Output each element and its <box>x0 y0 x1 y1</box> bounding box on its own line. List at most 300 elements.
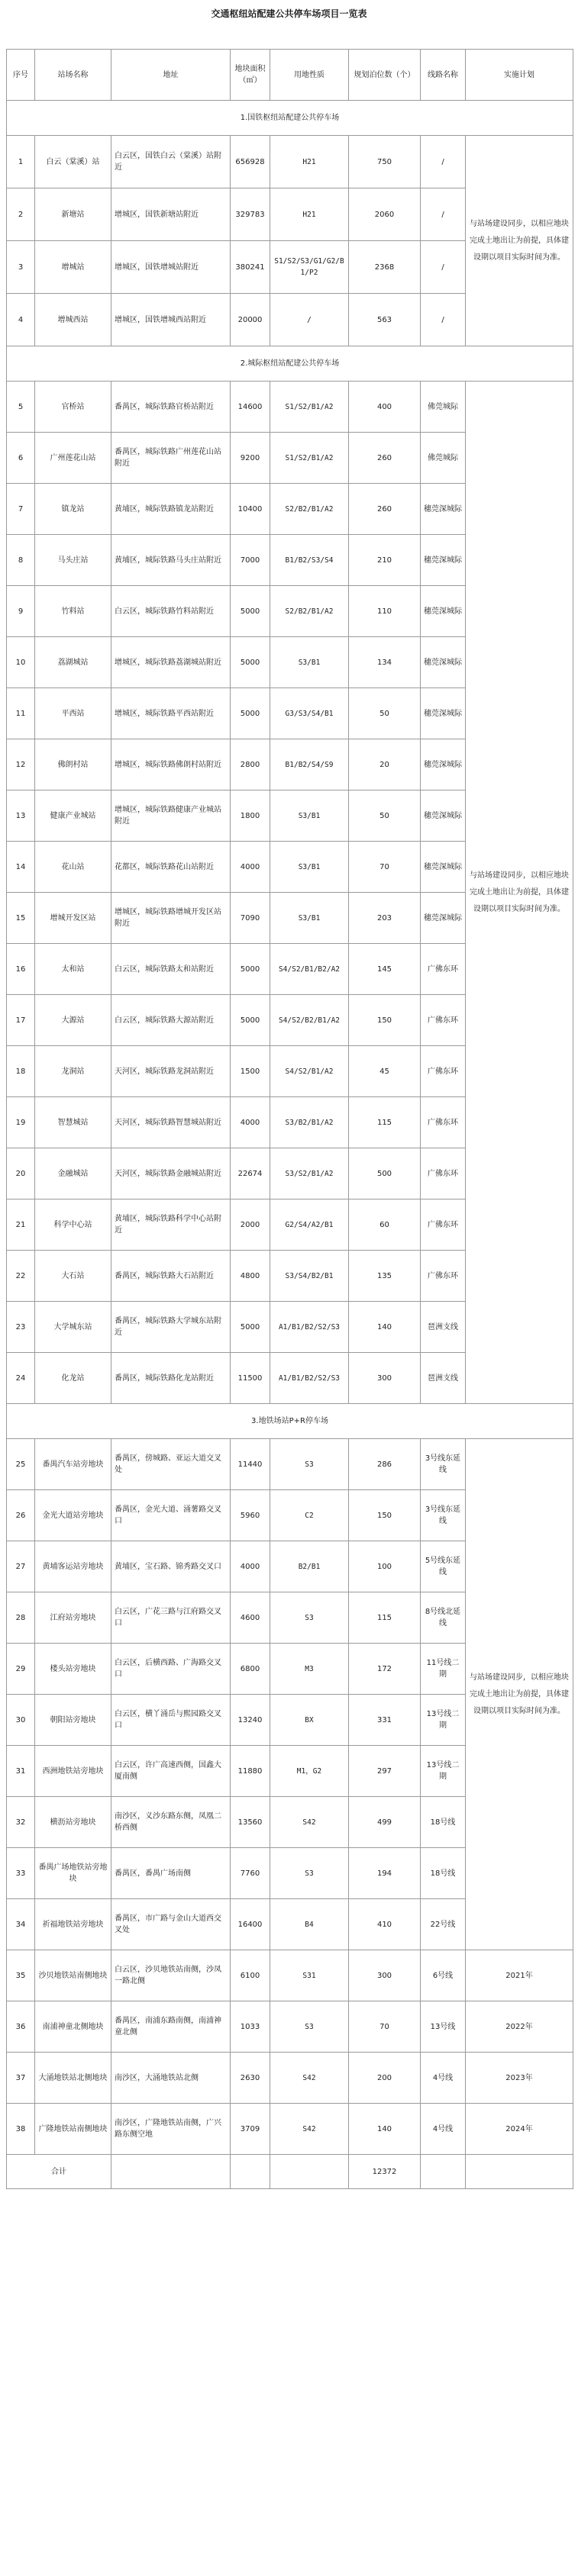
header-no: 序号 <box>7 50 35 101</box>
cell-station: 广隆地铁站南侧地块 <box>35 2104 111 2155</box>
total-spaces: 12372 <box>349 2155 421 2189</box>
cell-spaces: 135 <box>349 1251 421 1302</box>
table-row <box>7 1439 573 1490</box>
cell-address: 白云区，城际铁路大源站附近 <box>111 995 231 1046</box>
cell-spaces: 150 <box>349 995 421 1046</box>
cell-line: 11号线二期 <box>421 1644 466 1695</box>
cell-land-use: A1/B1/B2/S2/S3 <box>270 1353 349 1404</box>
cell-address: 番禺区，市广路与金山大道西交叉处 <box>111 1899 231 1950</box>
cell-station: 番禺广场地铁站旁地块 <box>35 1848 111 1899</box>
cell-area: 22674 <box>231 1148 270 1199</box>
cell-area: 5000 <box>231 637 270 688</box>
cell-station: 智慧城站 <box>35 1097 111 1148</box>
cell-address: 黄埔区，城际铁路科学中心站附近 <box>111 1199 231 1251</box>
table-row <box>7 136 573 188</box>
cell-line: 穗莞深城际 <box>421 791 466 842</box>
header-land: 用地性质 <box>270 50 349 101</box>
cell-area: 5000 <box>231 688 270 739</box>
cell-line: 广佛东环 <box>421 1046 466 1097</box>
cell-land-use: B1/B2/S3/S4 <box>270 535 349 586</box>
cell-line: 佛莞城际 <box>421 382 466 433</box>
cell-line: 8号线北延线 <box>421 1592 466 1644</box>
cell-no: 12 <box>7 739 35 791</box>
cell-spaces: 140 <box>349 2104 421 2155</box>
cell-area: 4000 <box>231 1541 270 1592</box>
cell-no: 15 <box>7 893 35 944</box>
cell-station: 金融城站 <box>35 1148 111 1199</box>
table-row <box>7 382 573 433</box>
cell-station: 朝阳站旁地块 <box>35 1695 111 1746</box>
cell-station: 龙洞站 <box>35 1046 111 1097</box>
cell-station: 横沥站旁地块 <box>35 1797 111 1848</box>
cell-empty <box>466 2155 573 2189</box>
cell-station: 增城开发区站 <box>35 893 111 944</box>
cell-spaces: 200 <box>349 2053 421 2104</box>
header-line: 线路名称 <box>421 50 466 101</box>
cell-spaces: 194 <box>349 1848 421 1899</box>
cell-area: 11440 <box>231 1439 270 1490</box>
cell-area: 380241 <box>231 241 270 294</box>
cell-spaces: 70 <box>349 842 421 893</box>
cell-station: 增城西站 <box>35 294 111 346</box>
cell-station: 官桥站 <box>35 382 111 433</box>
cell-no: 26 <box>7 1490 35 1541</box>
cell-spaces: 286 <box>349 1439 421 1490</box>
cell-address: 番禺区，城际铁路大石站附近 <box>111 1251 231 1302</box>
cell-line: 穗莞深城际 <box>421 484 466 535</box>
cell-no: 24 <box>7 1353 35 1404</box>
section-title: 3.地铁场站P+R停车场 <box>7 1404 573 1439</box>
cell-no: 19 <box>7 1097 35 1148</box>
cell-area: 6100 <box>231 1950 270 2001</box>
cell-land-use: H21 <box>270 188 349 241</box>
cell-spaces: 260 <box>349 433 421 484</box>
cell-station: 增城站 <box>35 241 111 294</box>
cell-address: 番禺区，南浦东路南侧，南浦神童北侧 <box>111 2001 231 2053</box>
group-intercity <box>7 382 573 1404</box>
cell-spaces: 203 <box>349 893 421 944</box>
cell-land-use: S3/B1 <box>270 842 349 893</box>
table-row <box>7 2001 573 2053</box>
cell-station: 大学城东站 <box>35 1302 111 1353</box>
cell-line: 13号线 <box>421 2001 466 2053</box>
cell-address: 黄埔区，城际铁路马头庄站附近 <box>111 535 231 586</box>
cell-address: 增城区，城际铁路增城开发区站附近 <box>111 893 231 944</box>
cell-no: 9 <box>7 586 35 637</box>
cell-no: 17 <box>7 995 35 1046</box>
cell-area: 7760 <box>231 1848 270 1899</box>
cell-address: 增城区，城际铁路健康产业城站附近 <box>111 791 231 842</box>
cell-station: 西洲地铁站旁地块 <box>35 1746 111 1797</box>
cell-land-use: S3 <box>270 1592 349 1644</box>
cell-no: 18 <box>7 1046 35 1097</box>
cell-area: 3709 <box>231 2104 270 2155</box>
cell-address: 白云区，沙贝地铁站南侧，沙凤一路北侧 <box>111 1950 231 2001</box>
cell-land-use: S4/S2/B2/B1/A2 <box>270 995 349 1046</box>
cell-line: 广佛东环 <box>421 995 466 1046</box>
cell-address: 番禺区，城际铁路官桥站附近 <box>111 382 231 433</box>
cell-area: 11880 <box>231 1746 270 1797</box>
cell-land-use: G3/S3/S4/B1 <box>270 688 349 739</box>
parking-project-table <box>6 49 573 2189</box>
cell-station: 荔湖城站 <box>35 637 111 688</box>
cell-line: 13号线二期 <box>421 1695 466 1746</box>
cell-line: 4号线 <box>421 2104 466 2155</box>
cell-land-use: BX <box>270 1695 349 1746</box>
cell-station: 竹料站 <box>35 586 111 637</box>
cell-spaces: 45 <box>349 1046 421 1097</box>
header-station: 站场名称 <box>35 50 111 101</box>
cell-no: 35 <box>7 1950 35 2001</box>
cell-no: 14 <box>7 842 35 893</box>
cell-address: 增城区，城际铁路平西站附近 <box>111 688 231 739</box>
cell-area: 4600 <box>231 1592 270 1644</box>
cell-spaces: 20 <box>349 739 421 791</box>
cell-area: 2800 <box>231 739 270 791</box>
cell-land-use: S3 <box>270 2001 349 2053</box>
header-address: 地址 <box>111 50 231 101</box>
cell-land-use: S42 <box>270 2104 349 2155</box>
cell-no: 34 <box>7 1899 35 1950</box>
cell-area: 4800 <box>231 1251 270 1302</box>
cell-land-use: S3 <box>270 1439 349 1490</box>
cell-address: 黄埔区，城际铁路镇龙站附近 <box>111 484 231 535</box>
cell-no: 37 <box>7 2053 35 2104</box>
cell-spaces: 140 <box>349 1302 421 1353</box>
cell-address: 番禺区，城际铁路大学城东站附近 <box>111 1302 231 1353</box>
cell-spaces: 60 <box>349 1199 421 1251</box>
cell-empty <box>111 2155 231 2189</box>
section-title: 1.国铁枢纽站配建公共停车场 <box>7 101 573 136</box>
cell-land-use: S2/B2/B1/A2 <box>270 586 349 637</box>
cell-no: 8 <box>7 535 35 586</box>
cell-line: 13号线二期 <box>421 1746 466 1797</box>
cell-area: 10400 <box>231 484 270 535</box>
header-spaces: 规划泊位数（个） <box>349 50 421 101</box>
cell-land-use: S1/S2/B1/A2 <box>270 382 349 433</box>
cell-line: 18号线 <box>421 1797 466 1848</box>
cell-address: 番禺区，金光大道、涌薯路交叉口 <box>111 1490 231 1541</box>
table-row <box>7 2104 573 2155</box>
cell-land-use: S3/B1 <box>270 791 349 842</box>
cell-station: 白云（棠溪）站 <box>35 136 111 188</box>
cell-land-use: A1/B1/B2/S2/S3 <box>270 1302 349 1353</box>
cell-no: 3 <box>7 241 35 294</box>
cell-no: 6 <box>7 433 35 484</box>
cell-spaces: 50 <box>349 688 421 739</box>
cell-spaces: 400 <box>349 382 421 433</box>
cell-spaces: 297 <box>349 1746 421 1797</box>
cell-no: 38 <box>7 2104 35 2155</box>
cell-spaces: 500 <box>349 1148 421 1199</box>
cell-area: 5000 <box>231 586 270 637</box>
cell-spaces: 2060 <box>349 188 421 241</box>
cell-plan: 2021年 <box>466 1950 573 2001</box>
cell-land-use: S3/S2/B1/A2 <box>270 1148 349 1199</box>
cell-address: 增城区，国铁新塘站附近 <box>111 188 231 241</box>
cell-address: 白云区，广花三路与江府路交叉口 <box>111 1592 231 1644</box>
cell-spaces: 115 <box>349 1097 421 1148</box>
cell-no: 36 <box>7 2001 35 2053</box>
cell-station: 平西站 <box>35 688 111 739</box>
cell-land-use: S1/S2/S3/G1/G2/B1/P2 <box>270 241 349 294</box>
cell-land-use: S42 <box>270 1797 349 1848</box>
cell-plan: 2023年 <box>466 2053 573 2104</box>
cell-spaces: 750 <box>349 136 421 188</box>
cell-area: 5000 <box>231 944 270 995</box>
cell-spaces: 300 <box>349 1950 421 2001</box>
cell-address: 白云区，国铁白云（棠溪）站附近 <box>111 136 231 188</box>
header-row <box>7 50 573 101</box>
cell-line: / <box>421 294 466 346</box>
cell-area: 4000 <box>231 842 270 893</box>
cell-spaces: 150 <box>349 1490 421 1541</box>
cell-no: 25 <box>7 1439 35 1490</box>
cell-line: 22号线 <box>421 1899 466 1950</box>
cell-area: 9200 <box>231 433 270 484</box>
cell-station: 大源站 <box>35 995 111 1046</box>
cell-land-use: M3 <box>270 1644 349 1695</box>
cell-land-use: B4 <box>270 1899 349 1950</box>
cell-address: 南沙区，广隆地铁站南侧，广兴路东侧空地 <box>111 2104 231 2155</box>
cell-address: 增城区，城际铁路佛朗村站附近 <box>111 739 231 791</box>
cell-plan: 2024年 <box>466 2104 573 2155</box>
total-label: 合计 <box>7 2155 111 2189</box>
cell-no: 13 <box>7 791 35 842</box>
cell-station: 祈福地铁站旁地块 <box>35 1899 111 1950</box>
cell-line: 4号线 <box>421 2053 466 2104</box>
cell-line: 琶洲支线 <box>421 1302 466 1353</box>
cell-no: 16 <box>7 944 35 995</box>
cell-plan: 与站场建设同步，以相应地块完成土地出让为前提，具体建设期以项目实际时间为准。 <box>466 136 573 346</box>
cell-no: 27 <box>7 1541 35 1592</box>
header-plan: 实施计划 <box>466 50 573 101</box>
group-rail <box>7 136 573 346</box>
cell-area: 11500 <box>231 1353 270 1404</box>
cell-station: 金光大道站旁地块 <box>35 1490 111 1541</box>
cell-land-use: S3 <box>270 1848 349 1899</box>
section-title: 2.城际枢纽站配建公共停车场 <box>7 346 573 382</box>
cell-station: 黄埔客运站旁地块 <box>35 1541 111 1592</box>
cell-station: 楼头站旁地块 <box>35 1644 111 1695</box>
cell-station: 江府站旁地块 <box>35 1592 111 1644</box>
section-row <box>7 101 573 136</box>
cell-no: 29 <box>7 1644 35 1695</box>
cell-address: 花都区，城际铁路花山站附近 <box>111 842 231 893</box>
cell-spaces: 300 <box>349 1353 421 1404</box>
cell-no: 11 <box>7 688 35 739</box>
cell-no: 23 <box>7 1302 35 1353</box>
cell-address: 白云区，横丫涌岳与熙园路交叉口 <box>111 1695 231 1746</box>
cell-area: 16400 <box>231 1899 270 1950</box>
cell-address: 增城区，国铁增城西站附近 <box>111 294 231 346</box>
table-row <box>7 1950 573 2001</box>
cell-no: 20 <box>7 1148 35 1199</box>
cell-line: 穗莞深城际 <box>421 688 466 739</box>
cell-area: 5000 <box>231 995 270 1046</box>
cell-station: 新塘站 <box>35 188 111 241</box>
cell-spaces: 134 <box>349 637 421 688</box>
cell-address: 天河区，城际铁路智慧城站附近 <box>111 1097 231 1148</box>
cell-station: 佛朗村站 <box>35 739 111 791</box>
cell-address: 南沙区，义沙东路东侧，凤凰二桥西侧 <box>111 1797 231 1848</box>
cell-area: 1500 <box>231 1046 270 1097</box>
cell-address: 南沙区，大涌地铁站北侧 <box>111 2053 231 2104</box>
cell-station: 广州莲花山站 <box>35 433 111 484</box>
cell-empty <box>421 2155 466 2189</box>
cell-land-use: S3/B1 <box>270 893 349 944</box>
cell-no: 33 <box>7 1848 35 1899</box>
cell-area: 656928 <box>231 136 270 188</box>
cell-area: 14600 <box>231 382 270 433</box>
cell-land-use: S31 <box>270 1950 349 2001</box>
cell-area: 13240 <box>231 1695 270 1746</box>
cell-station: 花山站 <box>35 842 111 893</box>
cell-area: 329783 <box>231 188 270 241</box>
cell-empty <box>231 2155 270 2189</box>
cell-area: 2630 <box>231 2053 270 2104</box>
cell-no: 7 <box>7 484 35 535</box>
cell-station: 大石站 <box>35 1251 111 1302</box>
cell-no: 28 <box>7 1592 35 1644</box>
cell-no: 32 <box>7 1797 35 1848</box>
cell-line: 穗莞深城际 <box>421 535 466 586</box>
cell-spaces: 110 <box>349 586 421 637</box>
table-row <box>7 2053 573 2104</box>
cell-no: 30 <box>7 1695 35 1746</box>
cell-address: 天河区，城际铁路龙洞站附近 <box>111 1046 231 1097</box>
cell-plan: 与站场建设同步，以相应地块完成土地出让为前提，具体建设期以项目实际时间为准。 <box>466 382 573 1404</box>
cell-area: 1800 <box>231 791 270 842</box>
cell-spaces: 210 <box>349 535 421 586</box>
cell-area: 13560 <box>231 1797 270 1848</box>
cell-land-use: S3/B2/B1/A2 <box>270 1097 349 1148</box>
cell-line: 佛莞城际 <box>421 433 466 484</box>
cell-line: 广佛东环 <box>421 1199 466 1251</box>
cell-land-use: S4/S2/B1/A2 <box>270 1046 349 1097</box>
cell-station: 化龙站 <box>35 1353 111 1404</box>
cell-no: 5 <box>7 382 35 433</box>
cell-line: 广佛东环 <box>421 1097 466 1148</box>
cell-land-use: S3/B1 <box>270 637 349 688</box>
cell-address: 黄埔区，宝石路、锦秀路交叉口 <box>111 1541 231 1592</box>
cell-address: 增城区，城际铁路荔湖城站附近 <box>111 637 231 688</box>
cell-land-use: S1/S2/B1/A2 <box>270 433 349 484</box>
cell-land-use: G2/S4/A2/B1 <box>270 1199 349 1251</box>
cell-area: 20000 <box>231 294 270 346</box>
cell-land-use: S42 <box>270 2053 349 2104</box>
cell-station: 太和站 <box>35 944 111 995</box>
cell-address: 番禺区，番禺广场南侧 <box>111 1848 231 1899</box>
cell-no: 31 <box>7 1746 35 1797</box>
section-row <box>7 1404 573 1439</box>
cell-address: 白云区，后横西路、广海路交叉口 <box>111 1644 231 1695</box>
cell-station: 沙贝地铁站南侧地块 <box>35 1950 111 2001</box>
cell-station: 大涌地铁站北侧地块 <box>35 2053 111 2104</box>
cell-line: 6号线 <box>421 1950 466 2001</box>
cell-spaces: 499 <box>349 1797 421 1848</box>
cell-spaces: 410 <box>349 1899 421 1950</box>
cell-line: 穗莞深城际 <box>421 586 466 637</box>
cell-line: / <box>421 136 466 188</box>
cell-area: 7000 <box>231 535 270 586</box>
cell-area: 5960 <box>231 1490 270 1541</box>
document-title: 交通枢纽站配建公共停车场项目一览表 <box>211 8 367 19</box>
cell-line: 穗莞深城际 <box>421 842 466 893</box>
cell-spaces: 563 <box>349 294 421 346</box>
cell-station: 南浦神童北侧地块 <box>35 2001 111 2053</box>
cell-line: 5号线东延线 <box>421 1541 466 1592</box>
cell-line: 3号线东延线 <box>421 1490 466 1541</box>
cell-no: 21 <box>7 1199 35 1251</box>
cell-land-use: B1/B2/S4/S9 <box>270 739 349 791</box>
header-area: 地块面积（㎡） <box>231 50 270 101</box>
cell-plan: 与站场建设同步，以相应地块完成土地出让为前提，具体建设期以项目实际时间为准。 <box>466 1439 573 1950</box>
cell-address: 白云区，许广高速西侧，国鑫大厦南侧 <box>111 1746 231 1797</box>
total-row <box>7 2155 573 2189</box>
cell-station: 番禺汽车站旁地块 <box>35 1439 111 1490</box>
cell-spaces: 260 <box>349 484 421 535</box>
cell-area: 1033 <box>231 2001 270 2053</box>
cell-no: 2 <box>7 188 35 241</box>
cell-area: 7090 <box>231 893 270 944</box>
cell-spaces: 50 <box>349 791 421 842</box>
cell-line: 穗莞深城际 <box>421 893 466 944</box>
cell-address: 番禺区，城际铁路化龙站附近 <box>111 1353 231 1404</box>
cell-land-use: M1，G2 <box>270 1746 349 1797</box>
cell-station: 镇龙站 <box>35 484 111 535</box>
cell-spaces: 331 <box>349 1695 421 1746</box>
cell-address: 番禺区，傍城路、亚运大道交叉处 <box>111 1439 231 1490</box>
group-metro <box>7 1439 573 2155</box>
cell-address: 增城区，国铁增城站附近 <box>111 241 231 294</box>
cell-area: 4000 <box>231 1097 270 1148</box>
cell-line: 穗莞深城际 <box>421 739 466 791</box>
cell-spaces: 145 <box>349 944 421 995</box>
cell-station: 马头庄站 <box>35 535 111 586</box>
section-row <box>7 346 573 382</box>
cell-land-use: S3/S4/B2/B1 <box>270 1251 349 1302</box>
cell-spaces: 100 <box>349 1541 421 1592</box>
cell-empty <box>270 2155 349 2189</box>
cell-address: 天河区，城际铁路金融城站附近 <box>111 1148 231 1199</box>
cell-station: 科学中心站 <box>35 1199 111 1251</box>
cell-no: 22 <box>7 1251 35 1302</box>
cell-land-use: / <box>270 294 349 346</box>
cell-plan: 2022年 <box>466 2001 573 2053</box>
cell-line: 穗莞深城际 <box>421 637 466 688</box>
cell-land-use: B2/B1 <box>270 1541 349 1592</box>
cell-land-use: H21 <box>270 136 349 188</box>
cell-spaces: 2368 <box>349 241 421 294</box>
cell-line: / <box>421 241 466 294</box>
cell-spaces: 115 <box>349 1592 421 1644</box>
cell-line: 3号线东延线 <box>421 1439 466 1490</box>
cell-line: 广佛东环 <box>421 1148 466 1199</box>
cell-spaces: 172 <box>349 1644 421 1695</box>
cell-line: 琶洲支线 <box>421 1353 466 1404</box>
cell-area: 6800 <box>231 1644 270 1695</box>
cell-area: 5000 <box>231 1302 270 1353</box>
cell-line: 广佛东环 <box>421 944 466 995</box>
cell-no: 10 <box>7 637 35 688</box>
cell-line: 18号线 <box>421 1848 466 1899</box>
cell-land-use: S4/S2/B1/B2/A2 <box>270 944 349 995</box>
cell-land-use: S2/B2/B1/A2 <box>270 484 349 535</box>
cell-land-use: C2 <box>270 1490 349 1541</box>
cell-no: 1 <box>7 136 35 188</box>
cell-address: 番禺区，城际铁路广州莲花山站附近 <box>111 433 231 484</box>
